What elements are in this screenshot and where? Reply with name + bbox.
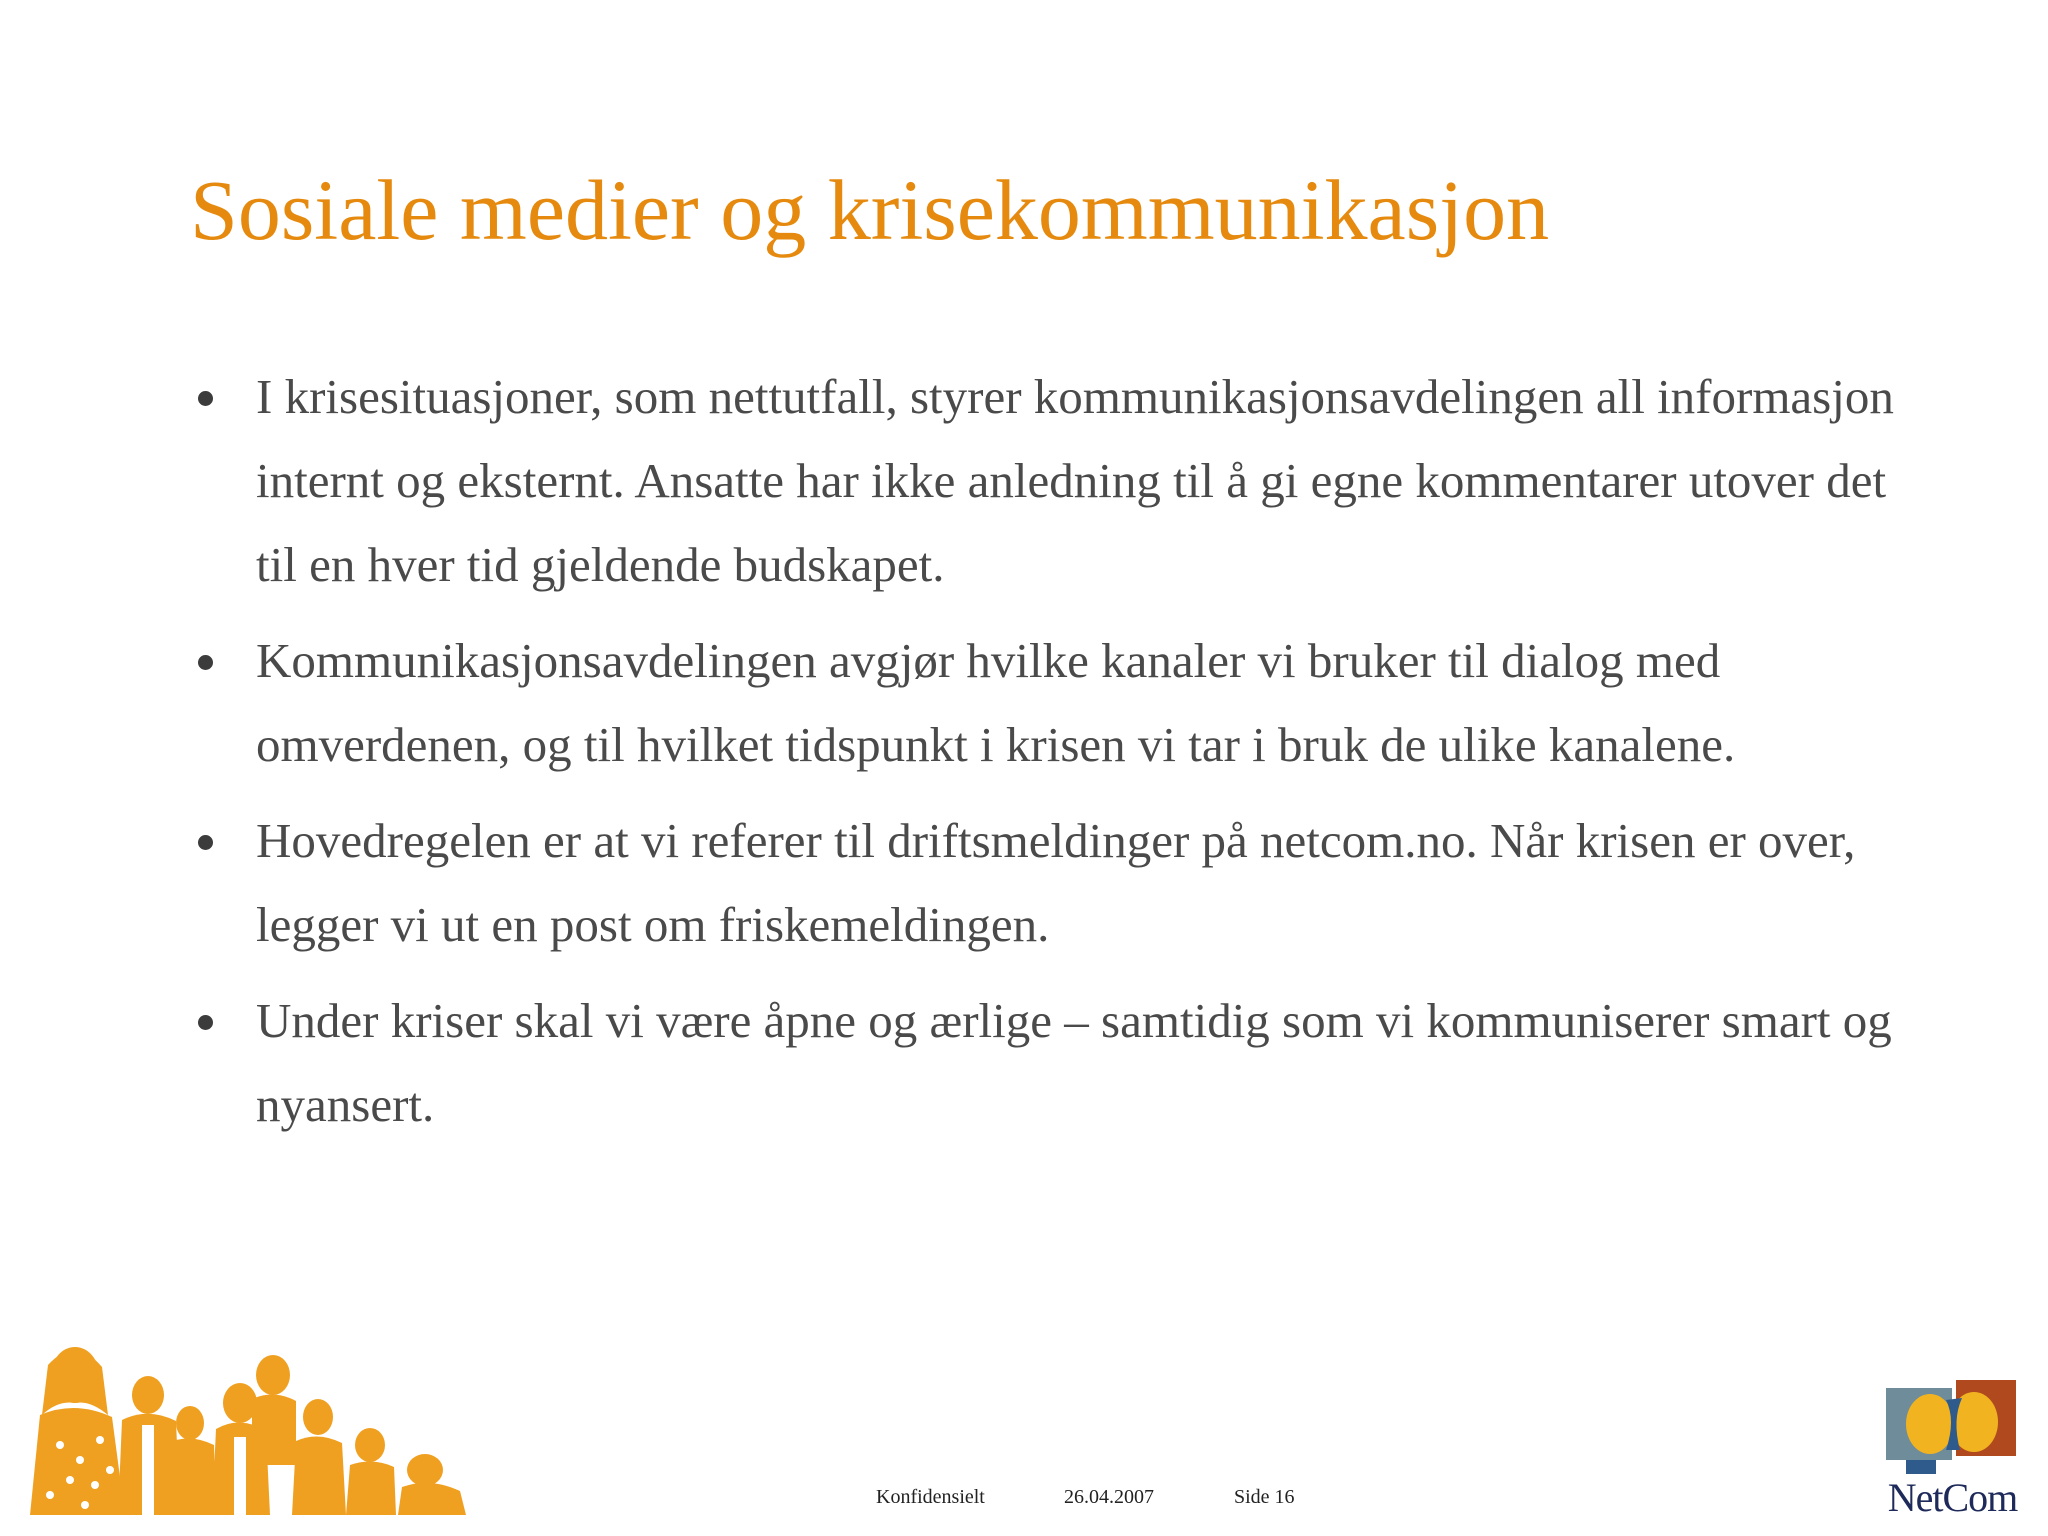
netcom-logo-text: NetCom xyxy=(1887,1475,2018,1520)
bullet-dot-icon xyxy=(198,835,213,850)
footer-date: 26.04.2007 xyxy=(1064,1486,1154,1508)
footer-confidential: Konfidensielt xyxy=(876,1486,985,1508)
bullet-item xyxy=(190,355,1910,607)
netcom-logo xyxy=(1880,1380,2025,1520)
bullet-list xyxy=(190,355,1910,1159)
footer-page-number: Side 16 xyxy=(1234,1486,1295,1508)
bullet-text: I krisesituasjoner, som nettutfall, styrer kommunikasjonsavdelingen all informasjon internt og eksternt. Ansatte har ikke anledning til å gi egne kommentarer utover det til en hver tid gjeldende budskapet. xyxy=(256,369,1894,592)
bullet-dot-icon xyxy=(198,391,213,406)
bullet-text: Under kriser skal vi være åpne og ærlige – samtidig som vi kommuniserer smart og nyansert. xyxy=(256,993,1892,1132)
bullet-dot-icon xyxy=(198,655,213,670)
slide-title: Sosiale medier og krisekommunikasjon xyxy=(190,162,1550,258)
bullet-item xyxy=(190,799,1910,967)
bullet-item xyxy=(190,619,1910,787)
bullet-text: Hovedregelen er at vi referer til driftsmeldinger på netcom.no. Når krisen er over, legger vi ut en post om friskemeldingen. xyxy=(256,813,1856,952)
bullet-text: Kommunikasjonsavdelingen avgjør hvilke kanaler vi bruker til dialog med omverdenen, og til hvilket tidspunkt i krisen vi tar i bruk de ulike kanalene. xyxy=(256,633,1736,772)
netcom-logo-mark-icon xyxy=(1886,1380,2018,1476)
people-illustration xyxy=(30,1345,470,1515)
bullet-dot-icon xyxy=(198,1015,213,1030)
bullet-item xyxy=(190,979,1910,1147)
